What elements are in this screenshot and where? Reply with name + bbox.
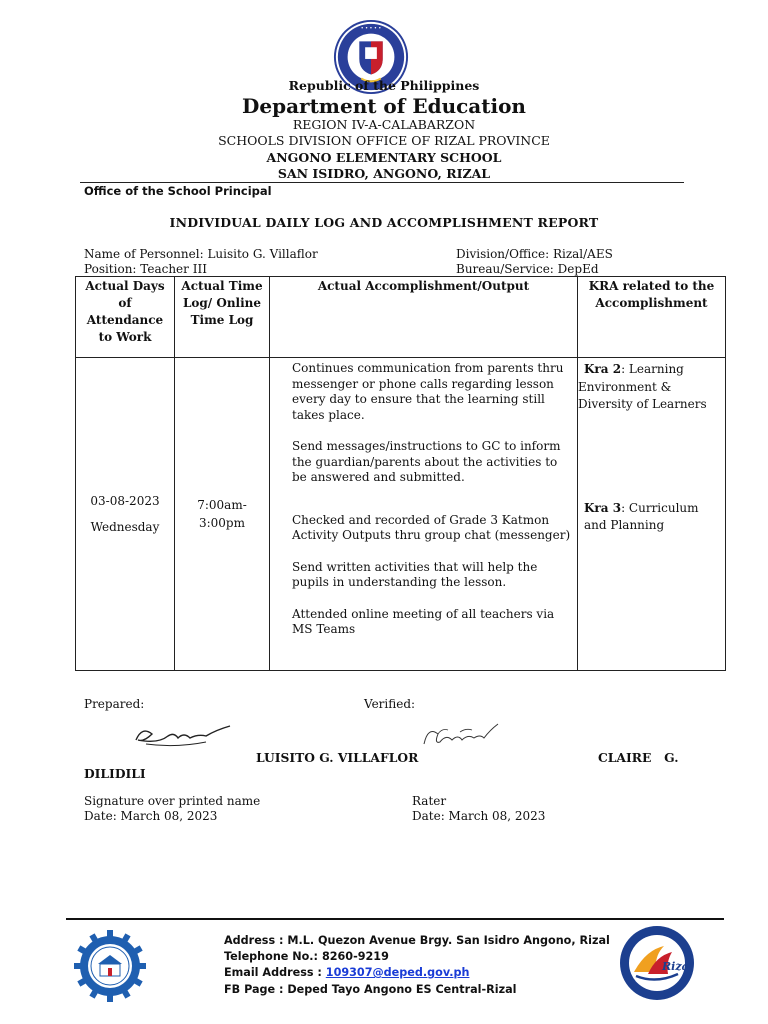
republic-heading: Republic of the Philippines [288, 78, 480, 93]
kra-label: Kra 3 [584, 500, 622, 515]
footer-email: Email Address : 109307@deped.gov.ph [224, 966, 470, 979]
svg-text:Rizal: Rizal [662, 960, 693, 973]
table-row [76, 358, 726, 671]
preparer-signature-icon [132, 720, 236, 750]
region-heading: REGION IV-A-CALABARZON [292, 117, 476, 132]
accomplishment-item: Checked and recorded of Grade 3 Katmon Activity Outputs thru group chat (messenger) [292, 512, 571, 542]
prepared-label: Prepared: [84, 697, 145, 711]
verified-label: Verified: [364, 697, 416, 711]
rater-signature-icon [420, 722, 504, 752]
email-link[interactable]: 109307@deped.gov.ph [325, 966, 470, 979]
attendance-day: Wednesday [90, 520, 160, 534]
kra-text: : Curriculum and Planning [584, 500, 699, 532]
table-header-row [76, 277, 726, 358]
rater-date: Date: March 08, 2023 [412, 809, 546, 823]
header-accomplishment: Actual Accomplishment/Output [270, 277, 578, 358]
personnel-position: Position: Teacher III [84, 262, 207, 276]
report-title: INDIVIDUAL DAILY LOG AND ACCOMPLISHMENT REPORT [169, 215, 599, 230]
kra-text: : Learning Environment & Diversity of Learners [578, 362, 707, 411]
rater-name: CLAIRE G. [598, 750, 679, 765]
attendance-cell [76, 358, 175, 671]
division-logo-icon [618, 924, 696, 1002]
header-kra: KRA related to the Accomplishment [578, 277, 726, 358]
header-time: Actual Time Log/ Online Time Log [175, 277, 270, 358]
preparer-name: LUISITO G. VILLAFLOR [256, 750, 419, 765]
footer-divider [66, 918, 724, 920]
accomplishment-item: Send written activities that will help the pupils in understanding the lesson. [292, 559, 538, 589]
preparer-date: Date: March 08, 2023 [84, 809, 218, 823]
accomplishment-item: Send messages/instructions to GC to inform the guardian/parents about the activities to be answered and submitted. [292, 439, 561, 484]
kra-label: Kra 2 [584, 362, 622, 376]
footer-address: Address : M.L. Quezon Avenue Brgy. San Isidro Angono, Rizal [224, 934, 610, 947]
kra-cell [578, 358, 726, 671]
attendance-date: 03-08-2023 [90, 494, 160, 508]
accomplishment-item: Attended online meeting of all teachers via MS Teams [292, 606, 555, 636]
preparer-caption: Signature over printed name [84, 794, 261, 808]
daily-log-table [75, 276, 726, 671]
personnel-bureau: Bureau/Service: DepEd [456, 262, 599, 276]
kra-entry [578, 361, 721, 414]
time-end: 3:00pm [198, 516, 245, 530]
footer-telephone: Telephone No.: 8260-9219 [224, 950, 389, 963]
rater-caption: Rater [412, 794, 447, 808]
kra-entry [578, 500, 721, 535]
accomplishment-cell [270, 358, 578, 671]
footer-fb-page: FB Page : Deped Tayo Angono ES Central-Rizal [224, 983, 517, 996]
time-log-cell [175, 358, 270, 671]
school-heading: ANGONO ELEMENTARY SCHOOL [266, 150, 502, 165]
personnel-name: Name of Personnel: Luisito G. Villaflor [84, 247, 318, 261]
office-label: Office of the School Principal [84, 184, 272, 198]
division-heading: SCHOOLS DIVISION OFFICE OF RIZAL PROVINCE [218, 133, 550, 148]
header-divider [80, 182, 684, 183]
accomplishment-item: Continues communication from parents thru messenger or phone calls regarding lesson every day to ensure that the learning still takes place. [292, 361, 564, 422]
department-heading: Department of Education [242, 94, 526, 118]
header-days: Actual Days of Attendance to Work [76, 277, 175, 358]
school-logo-icon [72, 928, 148, 1004]
svg-text:• • • • •: • • • • • [360, 25, 382, 32]
school-address-heading: SAN ISIDRO, ANGONO, RIZAL [277, 166, 491, 181]
personnel-division: Division/Office: Rizal/AES [456, 247, 613, 261]
rater-name-continued: DILIDILI [84, 766, 146, 781]
time-start: 7:00am- [197, 498, 247, 512]
